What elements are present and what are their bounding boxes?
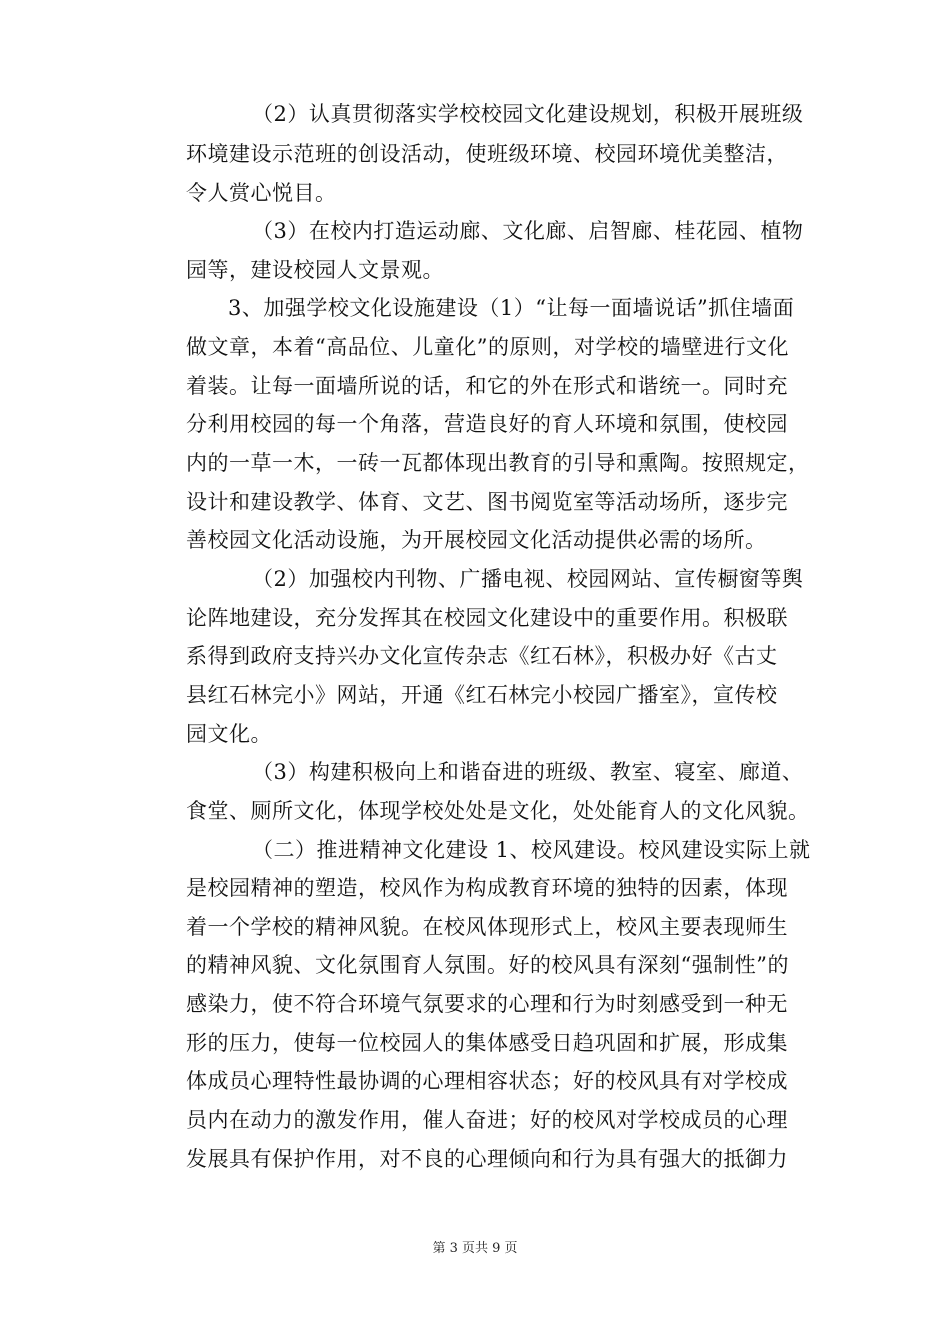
text-line: （3）在校内打造运动廊、文化廊、启智廊、桂花园、植物: [252, 219, 804, 243]
page-footer: 第 3 页共 9 页: [432, 1241, 518, 1256]
text-line: 感染力，使不符合环境气氛要求的心理和行为时刻感受到一种无: [186, 992, 788, 1016]
text-line: 内的一草一木，一砖一瓦都体现出教育的引导和熏陶。按照规定，: [186, 451, 810, 475]
text-line: 的精神风貌、文化氛围育人氛围。好的校风具有深刻“强制性”的: [186, 953, 789, 977]
text-line: （2）认真贯彻落实学校校园文化建设规划，积极开展班级: [252, 102, 804, 126]
text-line: 员内在动力的激发作用，催人奋进；好的校风对学校成员的心理: [186, 1108, 788, 1132]
text-line: 形的压力，使每一位校园人的集体感受日趋巩固和扩展，形成集: [186, 1031, 788, 1055]
text-line: 是校园精神的塑造，校风作为构成教育环境的独特的因素，体现: [186, 876, 788, 900]
text-line: 体成员心理特性最协调的心理相容状态；好的校风具有对学校成: [186, 1069, 788, 1093]
text-line: 着一个学校的精神风貌。在校风体现形式上，校风主要表现师生: [186, 915, 788, 939]
text-line: 着装。让每一面墙所说的话，和它的外在形式和谐统一。同时充: [186, 374, 788, 398]
text-line: 做文章，本着“高品位、儿童化”的原则，对学校的墙壁进行文化: [186, 335, 789, 359]
text-line: 3、加强学校文化设施建设（1）“让每一面墙说话”抓住墙面: [228, 296, 795, 320]
text-line: 发展具有保护作用，对不良的心理倾向和行为具有强大的抵御力: [186, 1147, 788, 1171]
text-line: 设计和建设教学、体育、文艺、图书阅览室等活动场所，逐步完: [186, 490, 788, 514]
text-line: （3）构建积极向上和谐奋进的班级、教室、寝室、廊道、: [252, 760, 804, 784]
text-line: （二）推进精神文化建设 1、校风建设。校风建设实际上就: [252, 838, 811, 862]
text-line: （2）加强校内刊物、广播电视、校园网站、宣传橱窗等舆: [252, 567, 804, 591]
text-line: 令人赏心悦目。: [186, 181, 337, 205]
text-line: 园文化。: [186, 722, 272, 746]
text-line: 环境建设示范班的创设活动，使班级环境、校园环境优美整洁，: [186, 142, 788, 166]
text-line: 论阵地建设，充分发挥其在校园文化建设中的重要作用。积极联: [186, 606, 788, 630]
text-line: 县红石林完小》网站，开通《红石林完小校园广播室》，宣传校: [186, 683, 778, 707]
text-line: 系得到政府支持兴办文化宣传杂志《红石林》，积极办好《古丈: [186, 644, 778, 668]
text-line: 园等，建设校园人文景观。: [186, 258, 444, 282]
text-line: 善校园文化活动设施，为开展校园文化活动提供必需的场所。: [186, 528, 767, 552]
text-line: 食堂、厕所文化，体现学校处处是文化，处处能育人的文化风貌。: [186, 799, 810, 823]
text-line: 分利用校园的每一个角落，营造良好的育人环境和氛围，使校园: [186, 412, 788, 436]
